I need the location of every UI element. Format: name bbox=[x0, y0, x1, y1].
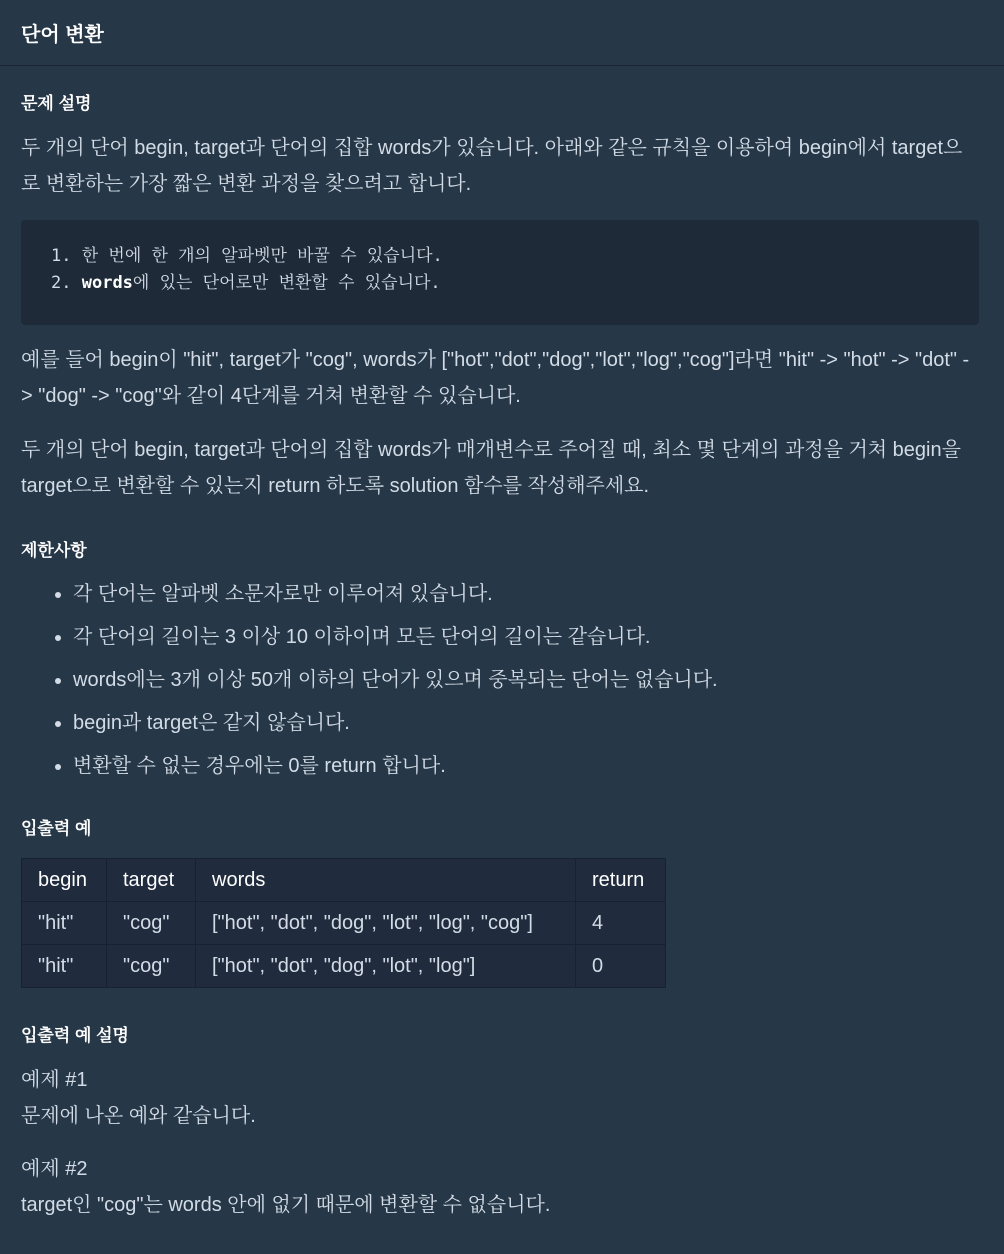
description-paragraph-2: 예를 들어 begin이 "hit", target가 "cog", words가 ["hot","dot","dog","lot","log","cog"]라면 "hit" -> "hot" -> "dot" -> "dog" -> "cog"와 같이 4단계를 거쳐 변환할 수 있습니다. bbox=[21, 349, 970, 407]
table-cell: "cog" bbox=[107, 945, 196, 988]
problem-header bbox=[0, 0, 1004, 66]
constraints-list bbox=[21, 573, 979, 788]
column-header-begin: begin bbox=[22, 859, 107, 902]
rule-text: 한 번에 한 개의 알파벳만 바꿀 수 있습니다. bbox=[81, 246, 443, 266]
table-row bbox=[22, 945, 666, 988]
example-explanation-2 bbox=[21, 1151, 979, 1223]
table-cell: "cog" bbox=[107, 902, 196, 945]
description-paragraph-3: 두 개의 단어 begin, target과 단어의 집합 words가 매개변수로 주어질 때, 최소 몇 단계의 과정을 거쳐 begin을 target으로 변환할 수 있는지 return 하도록 solution 함수를 작성해주세요. bbox=[21, 439, 961, 497]
example-description: target인 "cog"는 words 안에 없기 때문에 변환할 수 없습니다. bbox=[21, 1194, 551, 1216]
rule-text: 에 있는 단어로만 변환할 수 있습니다. bbox=[132, 273, 441, 293]
constraint-item: • words에는 3개 이상 50개 이하의 단어가 있으며 중복되는 단어는 없습니다. bbox=[73, 659, 979, 702]
constraints-section-title: 제한사항 bbox=[21, 541, 87, 560]
table-cell: "hit" bbox=[22, 902, 107, 945]
rules-code-block bbox=[21, 220, 979, 325]
io-explanation-section-title: 입출력 예 설명 bbox=[21, 1026, 129, 1045]
constraint-item: • 변환할 수 없는 경우에는 0를 return 합니다. bbox=[73, 745, 979, 788]
table-cell: 4 bbox=[576, 902, 666, 945]
example-label: 예제 #1 bbox=[21, 1069, 88, 1091]
table-header-row bbox=[22, 859, 666, 902]
description-section-title: 문제 설명 bbox=[21, 94, 92, 113]
table-cell: ["hot", "dot", "dog", "lot", "log"] bbox=[196, 945, 576, 988]
problem-content bbox=[0, 89, 1004, 1223]
rule-item-1 bbox=[51, 243, 949, 270]
rule-item-2 bbox=[51, 270, 949, 297]
column-header-return: return bbox=[576, 859, 666, 902]
constraint-item: • 각 단어는 알파벳 소문자로만 이루어져 있습니다. bbox=[73, 573, 979, 616]
table-cell: "hit" bbox=[22, 945, 107, 988]
table-cell: ["hot", "dot", "dog", "lot", "log", "cog"] bbox=[196, 902, 576, 945]
column-header-target: target bbox=[107, 859, 196, 902]
constraint-item: • begin과 target은 같지 않습니다. bbox=[73, 702, 979, 745]
rule-number: 2. bbox=[51, 273, 72, 293]
table-row bbox=[22, 902, 666, 945]
rule-keyword: words bbox=[81, 273, 133, 293]
example-description: 문제에 나온 예와 같습니다. bbox=[21, 1105, 256, 1127]
io-example-section-title: 입출력 예 bbox=[21, 819, 92, 838]
example-label: 예제 #2 bbox=[21, 1158, 88, 1180]
io-example-table bbox=[21, 858, 666, 988]
rule-number: 1. bbox=[51, 246, 72, 266]
table-cell: 0 bbox=[576, 945, 666, 988]
problem-title: 단어 변환 bbox=[21, 24, 104, 46]
constraint-item: • 각 단어의 길이는 3 이상 10 이하이며 모든 단어의 길이는 같습니다. bbox=[73, 616, 979, 659]
column-header-words: words bbox=[196, 859, 576, 902]
example-explanation-1 bbox=[21, 1062, 979, 1134]
description-paragraph-1: 두 개의 단어 begin, target과 단어의 집합 words가 있습니다. 아래와 같은 규칙을 이용하여 begin에서 target으로 변환하는 가장 짧은 변환 과정을 찾으려고 합니다. bbox=[21, 137, 963, 195]
